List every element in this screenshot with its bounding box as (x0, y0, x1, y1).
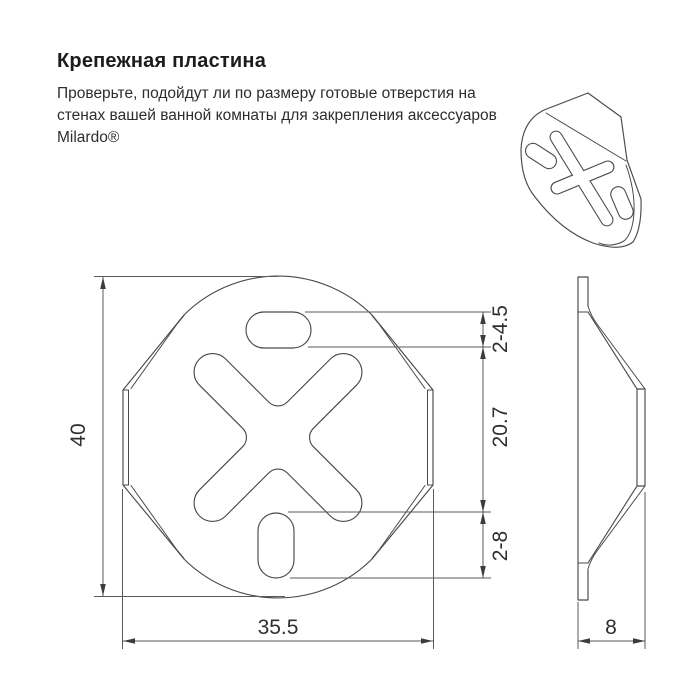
front-plate-outline (123, 276, 433, 598)
front-slot-bottom (258, 513, 294, 578)
iso-slot-hole-right (608, 184, 635, 221)
page-subtitle: Проверьте, подойдут ли по размеру готовые отверстия на стенах вашей ванной комнаты для закрепления аксессуаров Milardo® (57, 85, 497, 146)
front-cross-cutout (121, 281, 435, 595)
front-bend-lines (123, 316, 433, 559)
iso-cross-cutout (548, 129, 616, 228)
dim-label-depth: 8 (605, 616, 617, 639)
front-slot-top (246, 312, 311, 348)
dim-label-top-slot: 2-4.5 (489, 305, 512, 353)
front-view-drawing (121, 276, 435, 598)
dim-label-slot-spacing: 20.7 (489, 406, 512, 448)
page-title: Крепежная пластина (57, 50, 267, 72)
dim-label-bottom-slot: 2-8 (489, 530, 512, 562)
dim-label-height: 40 (67, 423, 90, 447)
dim-label-width: 35.5 (257, 616, 299, 639)
side-view-drawing (578, 277, 645, 600)
isometric-view-drawing (521, 93, 641, 247)
dimension-annotations (67, 277, 645, 650)
